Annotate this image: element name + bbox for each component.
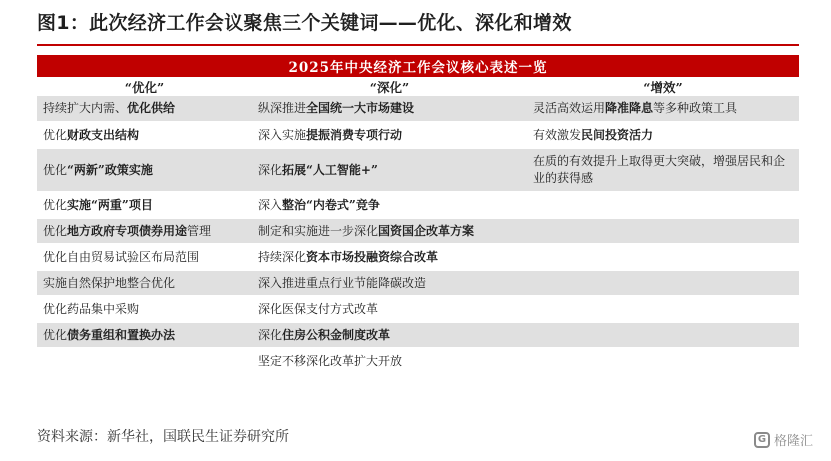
cell-text: 优化 (43, 127, 68, 142)
bold-text: 国资国企改革方案 (378, 223, 475, 238)
table-row (37, 148, 799, 192)
cell-text: 灵活高效运用 (533, 101, 606, 115)
table-cell (37, 218, 252, 244)
table-cell (37, 192, 252, 218)
table-body (37, 96, 799, 374)
table-row (37, 296, 799, 322)
table-cell (37, 348, 252, 374)
source-note: 资料来源：新华社，国联民生证券研究所 (37, 429, 289, 445)
table-cell (37, 96, 252, 122)
table-cell (252, 322, 527, 348)
column-header-optimize: “优化” (37, 77, 252, 96)
bold-text: 资本市场投融资综合改革 (306, 249, 439, 264)
cell-text: 深化 (258, 162, 283, 177)
core-statements-table (37, 55, 799, 375)
table-row (37, 96, 799, 122)
bold-text: 整治“内卷式”竞争 (282, 197, 380, 212)
table-cell (252, 218, 527, 244)
table-row (37, 218, 799, 244)
table-cell (252, 348, 527, 374)
table-cell (252, 192, 527, 218)
cell-text: 持续深化 (258, 249, 307, 264)
table-row (37, 322, 799, 348)
table-cell (37, 322, 252, 348)
watermark-logo-icon: G (754, 432, 770, 448)
cell-text: 优化药品集中采购 (43, 301, 140, 316)
table-row (37, 122, 799, 148)
table-cell (252, 296, 527, 322)
watermark (754, 430, 813, 449)
table-cell (527, 270, 799, 296)
cell-text: 坚定不移深化改革扩大开放 (258, 353, 403, 368)
table-cell (37, 148, 252, 192)
cell-text: 深化 (258, 327, 283, 342)
table-cell (252, 148, 527, 192)
cell-text: 管理 (187, 223, 212, 238)
cell-text: 优化 (43, 223, 68, 238)
table-cell (527, 322, 799, 348)
table-cell (37, 244, 252, 270)
table-cell (252, 122, 527, 148)
table-cell (527, 96, 799, 122)
table-row (37, 192, 799, 218)
bold-text: 债务重组和置换办法 (67, 327, 176, 342)
cell-text: 制定和实施进一步深化 (258, 223, 379, 238)
bold-text: 地方政府专项债券用途 (67, 223, 188, 238)
table-row (37, 348, 799, 374)
cell-text: 深入推进重点行业节能降碳改造 (258, 275, 427, 290)
watermark-text: 格隆汇 (773, 434, 813, 449)
table-cell (527, 348, 799, 374)
table-title: 2025年中央经济工作会议核心表述一览 (37, 55, 799, 77)
bold-text: “两新” (67, 162, 105, 177)
bold-text: 政策实施 (104, 162, 153, 177)
table-cell (252, 270, 527, 296)
cell-text: 有效激发 (533, 127, 582, 142)
table-cell (527, 218, 799, 244)
table-cell (37, 296, 252, 322)
table-cell (37, 122, 252, 148)
cell-text: 纵深推进 (258, 101, 307, 115)
table-cell (37, 270, 252, 296)
cell-text: 持续扩大内需、 (43, 101, 128, 115)
table-cell (527, 244, 799, 270)
cell-text: 深入实施 (258, 127, 307, 142)
cell-text: 优化 (43, 162, 68, 177)
bold-text: 住房公积金制度改革 (282, 327, 391, 342)
table-cell (252, 244, 527, 270)
cell-text: 实施自然保护地整合优化 (43, 275, 176, 290)
table-cell (252, 96, 527, 122)
table-row (37, 244, 799, 270)
bold-text: 民间投资活力 (581, 127, 654, 142)
title-rule (37, 44, 799, 46)
table-cell (527, 148, 799, 192)
cell-text: 在质的有效提升上取得更大突破，增强居民和企业的获得感 (533, 154, 786, 185)
bold-text: 降准降息 (605, 101, 654, 115)
cell-text: 等多种政策工具 (653, 101, 738, 115)
cell-text: 深入 (258, 197, 283, 212)
cell-text: 优化 (43, 327, 68, 342)
bold-text: 拓展“人工智能+” (282, 162, 378, 177)
bold-text: 优化供给 (127, 101, 176, 115)
table-cell (527, 192, 799, 218)
table-cell (527, 122, 799, 148)
table-cell (527, 296, 799, 322)
cell-text: 深化医保支付方式改革 (258, 301, 379, 316)
bold-text: 全国统一大市场建设 (306, 101, 415, 115)
cell-text: 优化 (43, 197, 68, 212)
table-row (37, 270, 799, 296)
bold-text: 实施“两重”项目 (67, 197, 153, 212)
bold-text: 提振消费专项行动 (306, 127, 403, 142)
figure-title: 图1：此次经济工作会议聚焦三个关键词——优化、深化和增效 (37, 12, 572, 34)
bold-text: 财政支出结构 (67, 127, 140, 142)
column-header-deepen: “深化” (252, 77, 527, 96)
cell-text: 优化自由贸易试验区布局范围 (43, 249, 200, 264)
column-header-efficiency: “增效” (527, 77, 799, 96)
